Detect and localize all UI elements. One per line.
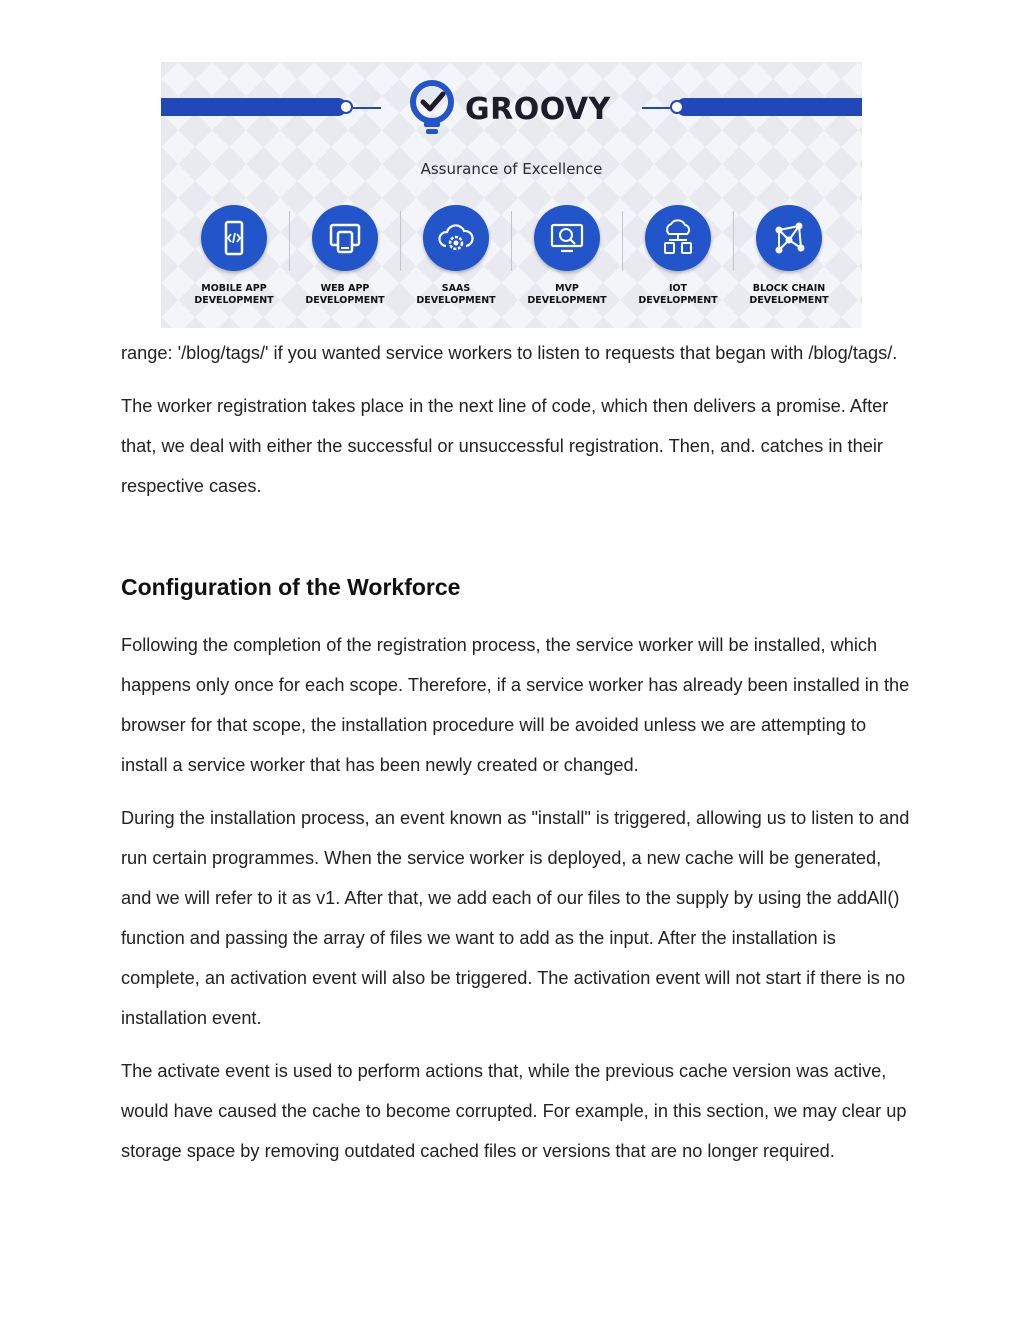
banner-line-left [353, 107, 381, 109]
groovy-logo [407, 80, 611, 138]
cloud-gear-icon [436, 218, 476, 258]
service-label: SAAS DEVELOPMENT [416, 283, 496, 306]
service-mobile-app [179, 205, 289, 307]
banner-bar-cap-left [339, 100, 353, 114]
body-paragraph: range: '/blog/tags/' if you wanted service workers to listen to requests that began with /blog/tags/. [121, 343, 898, 363]
brand-name: GROOVY [465, 91, 611, 127]
service-saas [401, 205, 511, 307]
iot-cloud-icon [658, 218, 698, 258]
mobile-code-icon [214, 218, 254, 258]
mvp-monitor-icon [547, 218, 587, 258]
banner-bar-cap-right [670, 100, 684, 114]
service-iot [623, 205, 733, 307]
body-paragraph: The worker registration takes place in the next line of code, which then delivers a promise. After that, we deal with either the successful or unsuccessful registration. Then, and. catches in their respective cases. [121, 396, 889, 496]
service-list [179, 205, 844, 307]
body-paragraph: During the installation process, an event known as "install" is triggered, allowing us to listen to and run certain programmes. When the service worker is deployed, a new cache will be generated, and we will refer to it as v1. After that, we add each of our files to the supply by using the addAll() function and passing the array of files we want to add as the input. After the installation is complete, an activation event will also be triggered. The activation event will not start if there is no installation event. [121, 808, 910, 1028]
service-label: WEB APP DEVELOPMENT [305, 283, 385, 306]
intro-section [121, 333, 911, 506]
banner-bar-right [676, 98, 862, 116]
service-web-app [290, 205, 400, 307]
body-paragraph: The activate event is used to perform actions that, while the previous cache version was active, would have caused the cache to become corrupted. For example, in this section, we may clear up storage space by removing outdated cached files or versions that are no longer required. [121, 1061, 907, 1161]
web-devices-icon [325, 218, 365, 258]
service-mvp [512, 205, 622, 307]
groovy-banner [161, 62, 862, 328]
service-block-chain [734, 205, 844, 307]
lightbulb-check-icon [407, 80, 457, 138]
banner-bar-left [161, 98, 347, 116]
service-label: IOT DEVELOPMENT [638, 283, 718, 306]
body-paragraph: Following the completion of the registration process, the service worker will be installed, which happens only once for each scope. Therefore, if a service worker has already been installed in the browser for that scope, the installation procedure will be avoided unless we are attempting to install a service worker that has been newly created or changed. [121, 635, 910, 775]
service-label: MOBILE APP DEVELOPMENT [194, 283, 274, 306]
configuration-section [121, 625, 911, 1171]
section-heading: Configuration of the Workforce [121, 574, 461, 600]
banner-line-right [642, 107, 670, 109]
service-label: BLOCK CHAIN DEVELOPMENT [749, 283, 829, 306]
blockchain-network-icon [769, 218, 809, 258]
banner-tagline: Assurance of Excellence [420, 160, 603, 178]
service-label: MVP DEVELOPMENT [527, 283, 607, 306]
